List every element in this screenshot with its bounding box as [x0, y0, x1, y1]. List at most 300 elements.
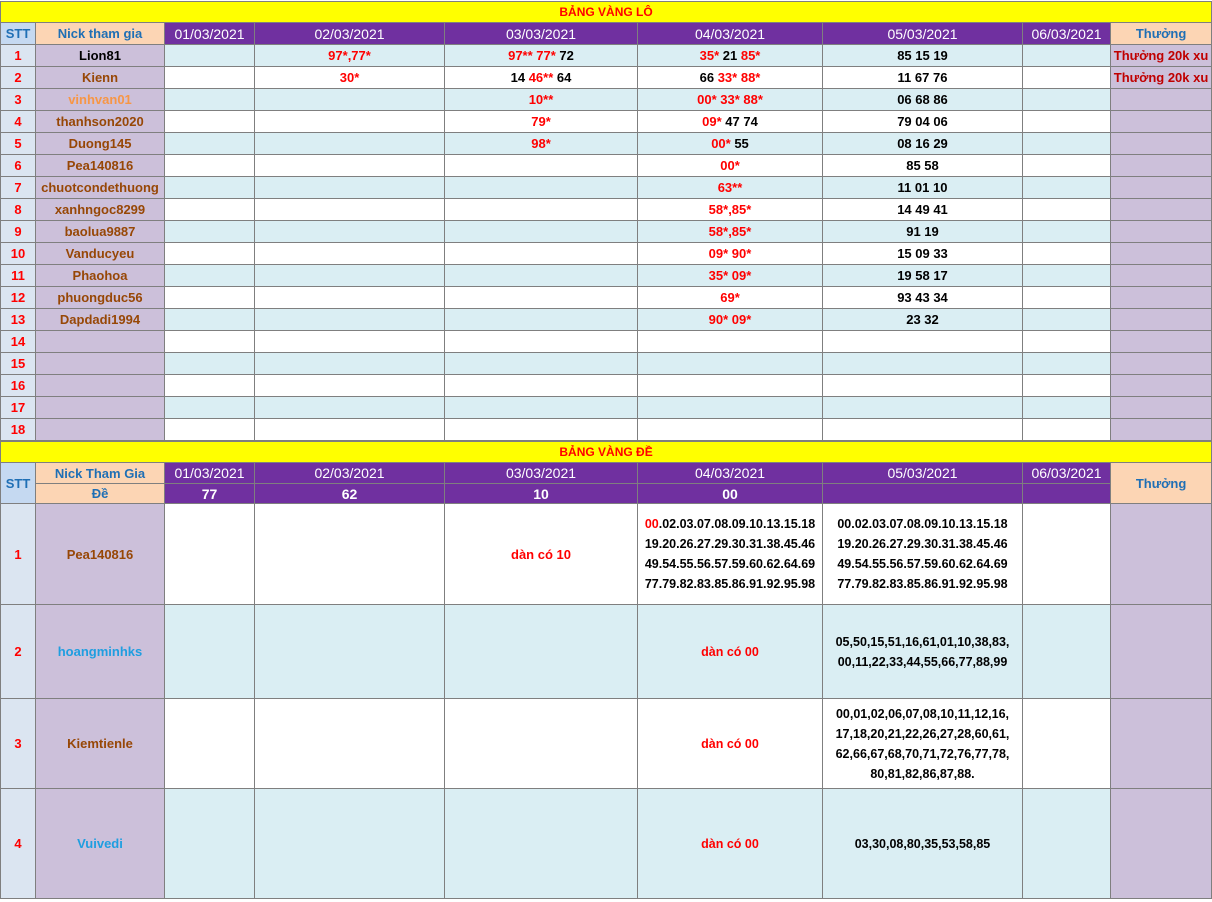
row-number: 1: [1, 45, 36, 67]
row-number: 2: [1, 605, 36, 699]
player-nick: baolua9887: [36, 221, 165, 243]
player-nick: [36, 331, 165, 353]
de-row: [1, 699, 1212, 789]
lo-header-date-3: 03/03/2021: [445, 23, 638, 45]
prize-cell: [1111, 309, 1212, 331]
number-line: [638, 534, 822, 554]
de-leaderboard-table: [0, 441, 1212, 899]
lo-cell-date-3: [445, 111, 638, 133]
lo-cell-date-6: [1023, 265, 1111, 287]
lo-cell-date-5: [823, 375, 1023, 397]
lo-cell-date-6: [1023, 397, 1111, 419]
entry-segment: 77.79.82.83.85.86.91.92.95.98: [644, 577, 816, 591]
de-cell-date-2: [255, 789, 445, 899]
player-nick: Kienn: [36, 67, 165, 89]
lo-cell-date-6: [1023, 177, 1111, 199]
de-cell-date-6: [1023, 605, 1111, 699]
de-cell-date-4: [638, 789, 823, 899]
lo-row: [1, 397, 1212, 419]
prize-cell: [1111, 111, 1212, 133]
prize-cell: Thưởng 20k xu: [1111, 45, 1212, 67]
lo-cell-date-4: [638, 243, 823, 265]
lo-cell-date-1: [165, 133, 255, 155]
lo-cell-date-3: [445, 397, 638, 419]
row-number: 13: [1, 309, 36, 331]
de-cell-date-3: [445, 605, 638, 699]
number-line: 05,50,15,51,16,61,01,10,38,83,: [835, 634, 1010, 649]
lo-row: [1, 309, 1212, 331]
player-nick: Dapdadi1994: [36, 309, 165, 331]
entry-segment: 72: [555, 48, 574, 63]
lo-cell-date-4: [638, 155, 823, 177]
de-result-6: [1023, 484, 1111, 504]
player-nick: Duong145: [36, 133, 165, 155]
row-number: 16: [1, 375, 36, 397]
entry-segment: 21: [719, 48, 741, 63]
lo-cell-date-1: [165, 397, 255, 419]
entry-segment: 58*,85*: [708, 202, 752, 217]
de-cell-date-6: [1023, 699, 1111, 789]
lo-cell-date-4: [638, 45, 823, 67]
number-line: 00,11,22,33,44,55,66,77,88,99: [837, 654, 1008, 669]
lo-leaderboard-table: [0, 1, 1212, 441]
lo-cell-date-5: [823, 331, 1023, 353]
number-line: [638, 554, 822, 574]
prize-cell: [1111, 397, 1212, 419]
de-result-row: [1, 484, 1212, 504]
row-number: 11: [1, 265, 36, 287]
player-nick: Kiemtienle: [36, 699, 165, 789]
lo-cell-date-6: [1023, 243, 1111, 265]
lo-cell-date-2: [255, 89, 445, 111]
lo-cell-date-2: [255, 375, 445, 397]
entry-segment: 55: [730, 136, 749, 151]
player-nick: Phaohoa: [36, 265, 165, 287]
number-line: 17,18,20,21,22,26,27,28,60,61,: [835, 726, 1010, 741]
player-nick: phuongduc56: [36, 287, 165, 309]
lo-cell-date-3: [445, 155, 638, 177]
entry-segment: 10**: [528, 92, 554, 107]
lo-cell-date-3: [445, 133, 638, 155]
prize-cell: [1111, 331, 1212, 353]
lo-cell-date-1: [165, 155, 255, 177]
lo-row: [1, 419, 1212, 441]
entry-segment: 64: [553, 70, 572, 85]
prize-cell: Thưởng 20k xu: [1111, 67, 1212, 89]
de-cell-date-5: [823, 699, 1023, 789]
row-number: 5: [1, 133, 36, 155]
lo-cell-date-1: [165, 419, 255, 441]
lo-row: [1, 199, 1212, 221]
lo-cell-date-2: [255, 265, 445, 287]
dan-label: dàn có 00: [701, 736, 759, 751]
lo-header-date-1: 01/03/2021: [165, 23, 255, 45]
player-nick: Pea140816: [36, 155, 165, 177]
row-number: 10: [1, 243, 36, 265]
lo-cell-date-3: [445, 67, 638, 89]
entry-segment: .02.03.07.08.09.10.13.15.18: [658, 517, 816, 531]
de-banner-row: [1, 442, 1212, 463]
lo-row: [1, 89, 1212, 111]
lo-cell-date-3: [445, 221, 638, 243]
lo-cell-date-5: 79 04 06: [823, 111, 1023, 133]
lo-cell-date-6: [1023, 199, 1111, 221]
de-header-date-4: 04/03/2021: [638, 463, 823, 484]
de-label: Đề: [36, 484, 165, 504]
entry-segment: 33* 88*: [717, 70, 761, 85]
lo-cell-date-2: [255, 221, 445, 243]
entry-segment: 66: [699, 70, 718, 85]
lo-cell-date-3: [445, 177, 638, 199]
lo-cell-date-4: [638, 419, 823, 441]
lo-cell-date-4: [638, 265, 823, 287]
entry-segment: 00*: [720, 158, 740, 173]
lo-row: [1, 177, 1212, 199]
entry-segment: 00* 33* 88*: [697, 92, 763, 107]
lo-row: [1, 45, 1212, 67]
lo-cell-date-1: [165, 243, 255, 265]
player-nick: vinhvan01: [36, 89, 165, 111]
lo-cell-date-3: [445, 243, 638, 265]
lo-cell-date-4: [638, 309, 823, 331]
de-cell-date-4: [638, 504, 823, 605]
entry-segment: 97** 77*: [508, 48, 556, 63]
lo-cell-date-2: [255, 111, 445, 133]
entry-segment: 98*: [531, 136, 551, 151]
lo-cell-date-4: [638, 67, 823, 89]
row-number: 15: [1, 353, 36, 375]
lo-cell-date-2: [255, 331, 445, 353]
lo-cell-date-3: [445, 331, 638, 353]
entry-segment: 09*: [702, 114, 722, 129]
prize-cell: [1111, 155, 1212, 177]
lo-cell-date-1: [165, 221, 255, 243]
lo-cell-date-5: 15 09 33: [823, 243, 1023, 265]
de-result-1: 77: [165, 484, 255, 504]
lo-header-date-2: 02/03/2021: [255, 23, 445, 45]
lo-cell-date-3: [445, 89, 638, 111]
lo-cell-date-1: [165, 199, 255, 221]
de-result-3: 10: [445, 484, 638, 504]
number-line: 49.54.55.56.57.59.60.62.64.69: [837, 557, 1008, 571]
entry-segment: 97*,77*: [328, 48, 371, 63]
row-number: 12: [1, 287, 36, 309]
lo-cell-date-1: [165, 309, 255, 331]
prize-cell: [1111, 89, 1212, 111]
lo-cell-date-1: [165, 45, 255, 67]
de-cell-date-5: [823, 605, 1023, 699]
player-nick: Vuivedi: [36, 789, 165, 899]
entry-segment: 58*,85*: [708, 224, 752, 239]
lo-cell-date-2: [255, 67, 445, 89]
lo-cell-date-2: [255, 309, 445, 331]
lo-banner-row: [1, 2, 1212, 23]
player-nick: thanhson2020: [36, 111, 165, 133]
lo-cell-date-4: [638, 89, 823, 111]
player-nick: xanhngoc8299: [36, 199, 165, 221]
lo-row: [1, 353, 1212, 375]
prize-cell: [1111, 177, 1212, 199]
lo-cell-date-3: [445, 45, 638, 67]
entry-segment: 79*: [531, 114, 551, 129]
lo-cell-date-3: [445, 353, 638, 375]
lo-cell-date-5: 91 19: [823, 221, 1023, 243]
prize-cell: [1111, 375, 1212, 397]
row-number: 4: [1, 789, 36, 899]
entry-segment: 47 74: [721, 114, 758, 129]
lo-cell-date-5: [823, 419, 1023, 441]
row-number: 3: [1, 699, 36, 789]
row-number: 1: [1, 504, 36, 605]
entry-segment: 09* 90*: [708, 246, 752, 261]
prize-cell: [1111, 265, 1212, 287]
lo-cell-date-5: [823, 397, 1023, 419]
lo-cell-date-2: [255, 177, 445, 199]
entry-segment: 14: [510, 70, 529, 85]
lo-cell-date-5: 85 58: [823, 155, 1023, 177]
lo-cell-date-1: [165, 177, 255, 199]
number-line: 80,81,82,86,87,88.: [870, 766, 975, 781]
prize-cell: [1111, 243, 1212, 265]
lo-header-date-4: 04/03/2021: [638, 23, 823, 45]
row-number: 7: [1, 177, 36, 199]
lo-cell-date-4: [638, 375, 823, 397]
lo-cell-date-1: [165, 287, 255, 309]
row-number: 4: [1, 111, 36, 133]
prize-cell: [1111, 419, 1212, 441]
de-cell-date-1: [165, 605, 255, 699]
de-row: [1, 789, 1212, 899]
de-row: [1, 504, 1212, 605]
de-result-4: 00: [638, 484, 823, 504]
prize-cell: [1111, 789, 1212, 899]
number-line: 77.79.82.83.85.86.91.92.95.98: [837, 577, 1008, 591]
entry-segment: 30*: [339, 70, 360, 85]
de-header-row: [1, 463, 1212, 484]
entry-segment: 63**: [717, 180, 743, 195]
lo-cell-date-3: [445, 287, 638, 309]
lo-header-stt: STT: [1, 23, 36, 45]
number-line: [638, 514, 822, 534]
de-header-stt: STT: [1, 463, 36, 504]
row-number: 8: [1, 199, 36, 221]
entry-segment: 35* 09*: [708, 268, 752, 283]
lo-row: [1, 375, 1212, 397]
lo-cell-date-6: [1023, 155, 1111, 177]
lo-cell-date-4: [638, 111, 823, 133]
lo-cell-date-2: [255, 199, 445, 221]
lo-row: [1, 287, 1212, 309]
row-number: 6: [1, 155, 36, 177]
lo-cell-date-5: 19 58 17: [823, 265, 1023, 287]
de-cell-date-2: [255, 699, 445, 789]
de-header-date-1: 01/03/2021: [165, 463, 255, 484]
lo-cell-date-4: [638, 397, 823, 419]
player-nick: [36, 353, 165, 375]
de-header-prize: Thưởng: [1111, 463, 1212, 504]
lo-cell-date-2: [255, 45, 445, 67]
lo-cell-date-1: [165, 265, 255, 287]
de-cell-date-3: [445, 789, 638, 899]
lo-cell-date-6: [1023, 419, 1111, 441]
lo-cell-date-5: 11 01 10: [823, 177, 1023, 199]
lo-cell-date-6: [1023, 67, 1111, 89]
dan-label: dàn có 00: [701, 836, 759, 851]
lo-cell-date-4: [638, 133, 823, 155]
lo-cell-date-3: [445, 265, 638, 287]
row-number: 17: [1, 397, 36, 419]
row-number: 18: [1, 419, 36, 441]
lo-cell-date-2: [255, 243, 445, 265]
de-cell-date-5: [823, 789, 1023, 899]
lo-cell-date-1: [165, 375, 255, 397]
lo-row: [1, 67, 1212, 89]
lo-cell-date-1: [165, 111, 255, 133]
entry-segment: 35*: [699, 48, 720, 63]
entry-segment: 85*: [740, 48, 761, 63]
prize-cell: [1111, 133, 1212, 155]
lo-cell-date-6: [1023, 133, 1111, 155]
de-cell-date-4: [638, 699, 823, 789]
de-row: [1, 605, 1212, 699]
number-line: 62,66,67,68,70,71,72,76,77,78,: [835, 746, 1010, 761]
lo-header-row: [1, 23, 1212, 45]
number-line: [638, 574, 822, 594]
lo-row: [1, 265, 1212, 287]
number-line: 00,01,02,06,07,08,10,11,12,16,: [835, 706, 1010, 721]
lo-cell-date-5: 85 15 19: [823, 45, 1023, 67]
de-cell-date-3: [445, 699, 638, 789]
lo-cell-date-2: [255, 155, 445, 177]
lo-row: [1, 155, 1212, 177]
lo-cell-date-5: [823, 353, 1023, 375]
prize-cell: [1111, 287, 1212, 309]
lo-title: BẢNG VÀNG LÔ: [1, 2, 1212, 23]
lo-cell-date-4: [638, 199, 823, 221]
lo-cell-date-4: [638, 287, 823, 309]
lo-cell-date-6: [1023, 309, 1111, 331]
lo-row: [1, 111, 1212, 133]
de-cell-date-6: [1023, 504, 1111, 605]
row-number: 14: [1, 331, 36, 353]
lo-cell-date-5: 11 67 76: [823, 67, 1023, 89]
de-cell-date-4: [638, 605, 823, 699]
lo-cell-date-6: [1023, 89, 1111, 111]
lo-header-date-5: 05/03/2021: [823, 23, 1023, 45]
de-header-date-6: 06/03/2021: [1023, 463, 1111, 484]
lo-cell-date-2: [255, 133, 445, 155]
player-nick: Pea140816: [36, 504, 165, 605]
lo-cell-date-3: [445, 309, 638, 331]
lo-cell-date-4: [638, 221, 823, 243]
number-line: 00.02.03.07.08.09.10.13.15.18: [837, 517, 1008, 531]
de-cell-date-1: [165, 504, 255, 605]
lo-cell-date-5: 93 43 34: [823, 287, 1023, 309]
de-header-date-2: 02/03/2021: [255, 463, 445, 484]
lo-cell-date-2: [255, 419, 445, 441]
lo-cell-date-6: [1023, 45, 1111, 67]
player-nick: hoangminhks: [36, 605, 165, 699]
lo-cell-date-1: [165, 353, 255, 375]
lo-cell-date-1: [165, 331, 255, 353]
de-header-nick: Nick Tham Gia: [36, 463, 165, 484]
lo-cell-date-4: [638, 331, 823, 353]
lo-cell-date-6: [1023, 375, 1111, 397]
de-result-5: [823, 484, 1023, 504]
entry-segment: 90* 09*: [708, 312, 752, 327]
lo-row: [1, 221, 1212, 243]
de-header-date-5: 05/03/2021: [823, 463, 1023, 484]
lo-row: [1, 243, 1212, 265]
lo-row: [1, 133, 1212, 155]
player-nick: [36, 419, 165, 441]
de-result-2: 62: [255, 484, 445, 504]
player-nick: [36, 375, 165, 397]
lo-cell-date-3: [445, 375, 638, 397]
number-line: 03,30,08,80,35,53,58,85: [854, 836, 991, 851]
player-nick: Lion81: [36, 45, 165, 67]
player-nick: chuotcondethuong: [36, 177, 165, 199]
prize-cell: [1111, 199, 1212, 221]
lo-cell-date-5: 14 49 41: [823, 199, 1023, 221]
lo-cell-date-6: [1023, 331, 1111, 353]
de-cell-date-6: [1023, 789, 1111, 899]
lo-cell-date-3: [445, 199, 638, 221]
de-cell-date-1: [165, 699, 255, 789]
lo-cell-date-5: 06 68 86: [823, 89, 1023, 111]
row-number: 2: [1, 67, 36, 89]
player-nick: Vanducyeu: [36, 243, 165, 265]
entry-segment: 00*: [711, 136, 731, 151]
de-cell-date-2: [255, 504, 445, 605]
row-number: 3: [1, 89, 36, 111]
lo-cell-date-5: 08 16 29: [823, 133, 1023, 155]
de-cell-date-2: [255, 605, 445, 699]
lo-cell-date-6: [1023, 287, 1111, 309]
de-cell-date-5: [823, 504, 1023, 605]
prize-cell: [1111, 353, 1212, 375]
entry-segment: 00: [644, 517, 659, 531]
entry-segment: 19.20.26.27.29.30.31.38.45.46: [644, 537, 816, 551]
lo-header-nick: Nick tham gia: [36, 23, 165, 45]
lo-cell-date-6: [1023, 111, 1111, 133]
prize-cell: [1111, 504, 1212, 605]
prize-cell: [1111, 221, 1212, 243]
lo-cell-date-4: [638, 177, 823, 199]
dan-label: dàn có 00: [701, 644, 759, 659]
lo-cell-date-4: [638, 353, 823, 375]
prize-cell: [1111, 605, 1212, 699]
de-title: BẢNG VÀNG ĐỀ: [1, 442, 1212, 463]
row-number: 9: [1, 221, 36, 243]
number-line: 19.20.26.27.29.30.31.38.45.46: [837, 537, 1008, 551]
de-cell-date-3: dàn có 10: [445, 504, 638, 605]
entry-segment: 49.54.55.56.57.59.60.62.64.69: [644, 557, 816, 571]
lo-cell-date-2: [255, 287, 445, 309]
lo-header-date-6: 06/03/2021: [1023, 23, 1111, 45]
de-header-date-3: 03/03/2021: [445, 463, 638, 484]
lo-cell-date-2: [255, 353, 445, 375]
lo-cell-date-6: [1023, 221, 1111, 243]
lo-row: [1, 331, 1212, 353]
lo-header-prize: Thưởng: [1111, 23, 1212, 45]
entry-segment: 69*: [720, 290, 740, 305]
entry-segment: 46**: [528, 70, 554, 85]
lo-cell-date-1: [165, 67, 255, 89]
lo-cell-date-2: [255, 397, 445, 419]
prize-cell: [1111, 699, 1212, 789]
player-nick: [36, 397, 165, 419]
